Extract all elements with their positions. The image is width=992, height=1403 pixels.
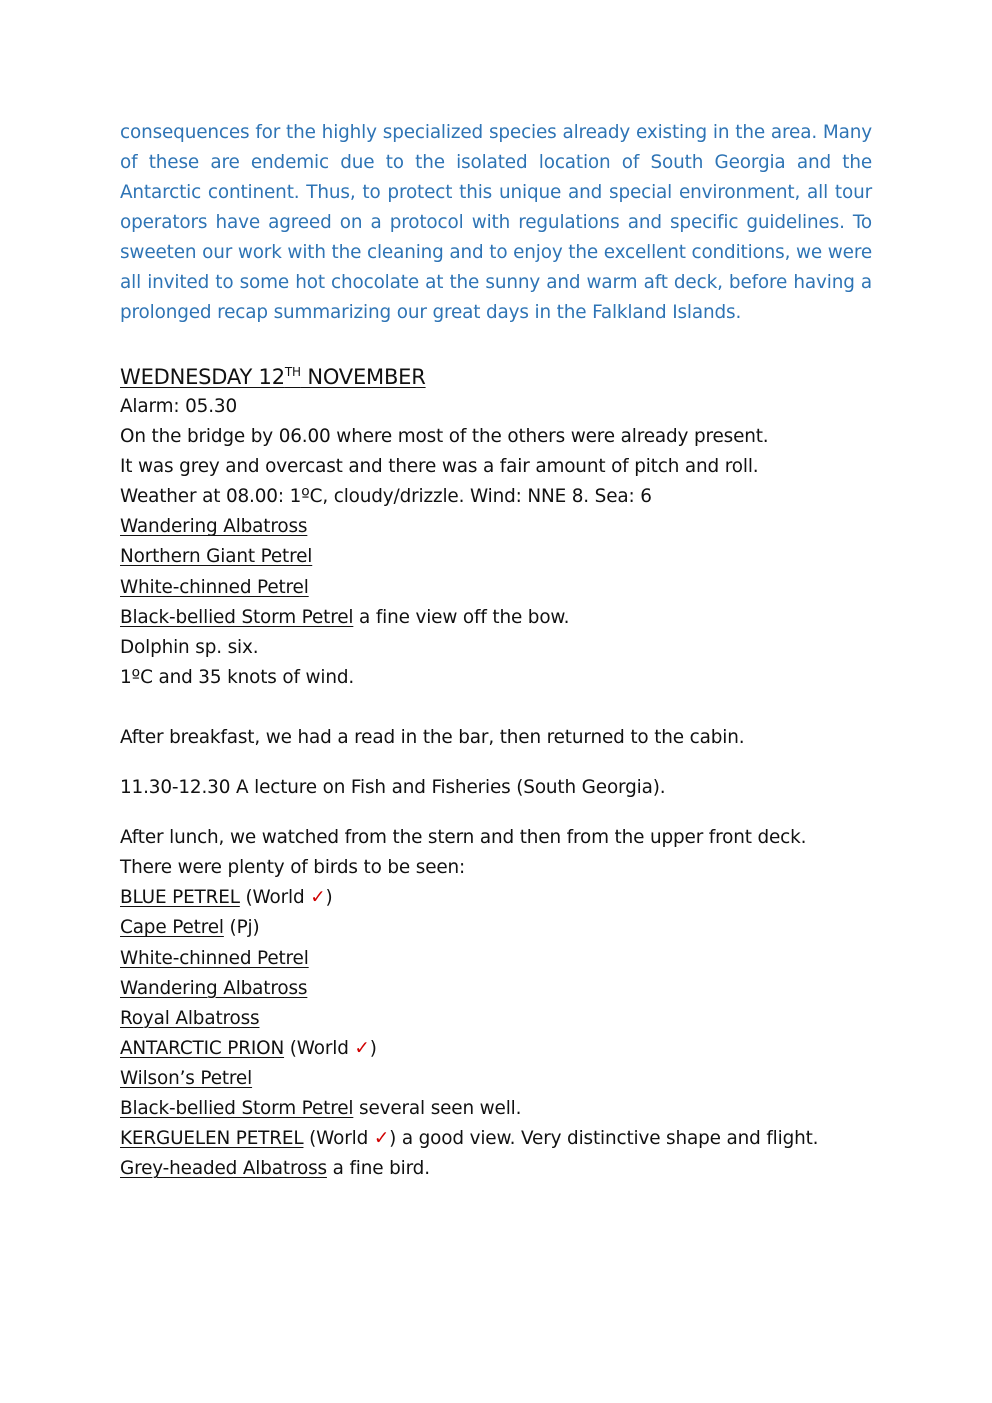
- bird-name: KERGUELEN PETREL: [120, 1128, 304, 1150]
- bird-entry: [120, 1124, 872, 1154]
- world-close: ): [389, 1128, 397, 1150]
- bird-entry: [120, 512, 872, 542]
- bird-name: ANTARCTIC PRION: [120, 1037, 285, 1059]
- lecture-line: 11.30-12.30 A lecture on Fish and Fisheries (South Georgia).: [120, 777, 666, 799]
- world-label: (World: [303, 1128, 374, 1150]
- document-page: [120, 118, 872, 1184]
- afternoon-intro-line: After lunch, we watched from the stern and then from the upper front deck.: [120, 827, 807, 849]
- weather-line: Weather at 08.00: 1ºC, cloudy/drizzle. Wind: NNE 8. Sea: 6: [120, 486, 652, 508]
- intro-paragraph: consequences for the highly specialized species already existing in the area. Many of these are endemic due to the isolated location of South Georgia and the Antarctic continent. Thus, to protect this unique and special environment, all tour operators have agreed on a protocol with regulations and specific guidelines. To sweeten our work with the cleaning and to enjoy the excellent conditions, we were all invited to some hot chocolate at the sunny and warm aft deck, before having a prolonged recap summarizing our great days in the Falkland Islands.: [120, 122, 872, 323]
- world-label: (World: [239, 887, 311, 909]
- after-breakfast-line: After breakfast, we had a read in the bar, then returned to the cabin.: [120, 726, 745, 748]
- check-icon: ✓: [310, 887, 326, 909]
- bird-name: White-chinned Petrel: [120, 947, 309, 969]
- spacer: [120, 693, 872, 723]
- bird-name: Wilson’s Petrel: [120, 1067, 253, 1089]
- bird-name: Black-bellied Storm Petrel: [120, 606, 354, 628]
- bird-note: (Pj): [223, 917, 260, 939]
- bridge-line: On the bridge by 06.00 where most of the others were already present.: [120, 426, 769, 448]
- conditions-line: It was grey and overcast and there was a fair amount of pitch and roll.: [120, 456, 759, 478]
- bird-entry: [120, 913, 872, 943]
- bird-entry: [120, 603, 872, 633]
- bird-entry: [120, 573, 872, 603]
- bird-name: Cape Petrel: [120, 917, 224, 939]
- bird-name: Northern Giant Petrel: [120, 546, 313, 568]
- day-heading: [120, 362, 872, 392]
- heading-date: WEDNESDAY 12: [120, 365, 285, 389]
- wind-line: 1ºC and 35 knots of wind.: [120, 666, 355, 688]
- bird-name: Royal Albatross: [120, 1007, 260, 1029]
- bird-note: several seen well.: [353, 1097, 522, 1119]
- bird-name: BLUE PETREL: [120, 887, 240, 909]
- heading-month: NOVEMBER: [300, 365, 426, 389]
- bird-note: a fine view off the bow.: [353, 606, 570, 628]
- heading-ordinal: TH: [284, 365, 301, 379]
- check-icon: ✓: [354, 1037, 370, 1059]
- bird-name: Wandering Albatross: [120, 977, 308, 999]
- bird-entry: [120, 542, 872, 572]
- check-icon: ✓: [373, 1128, 390, 1150]
- world-close: ): [369, 1037, 377, 1059]
- bird-entry: [120, 883, 872, 913]
- bird-entry: [120, 1154, 872, 1184]
- bird-name: Wandering Albatross: [120, 516, 308, 538]
- spacer: [120, 803, 872, 823]
- world-close: ): [325, 887, 333, 909]
- bird-note: a fine bird.: [326, 1158, 430, 1180]
- bird-name: Grey-headed Albatross: [120, 1158, 327, 1180]
- bird-entry: [120, 944, 872, 974]
- alarm-line: Alarm: 05.30: [120, 396, 238, 417]
- world-label: (World: [284, 1037, 355, 1059]
- bird-name: White-chinned Petrel: [120, 576, 309, 598]
- bird-note: a good view. Very distinctive shape and flight.: [396, 1128, 819, 1150]
- bird-entry: [120, 1004, 872, 1034]
- bird-entry: [120, 1034, 872, 1064]
- bird-entry: [120, 1094, 872, 1124]
- bird-entry: [120, 1064, 872, 1094]
- dolphin-line: Dolphin sp. six.: [120, 636, 259, 658]
- spacer: [120, 753, 872, 773]
- bird-name: Black-bellied Storm Petrel: [120, 1097, 354, 1119]
- bird-entry: [120, 974, 872, 1004]
- afternoon-intro-line: There were plenty of birds to be seen:: [120, 857, 466, 879]
